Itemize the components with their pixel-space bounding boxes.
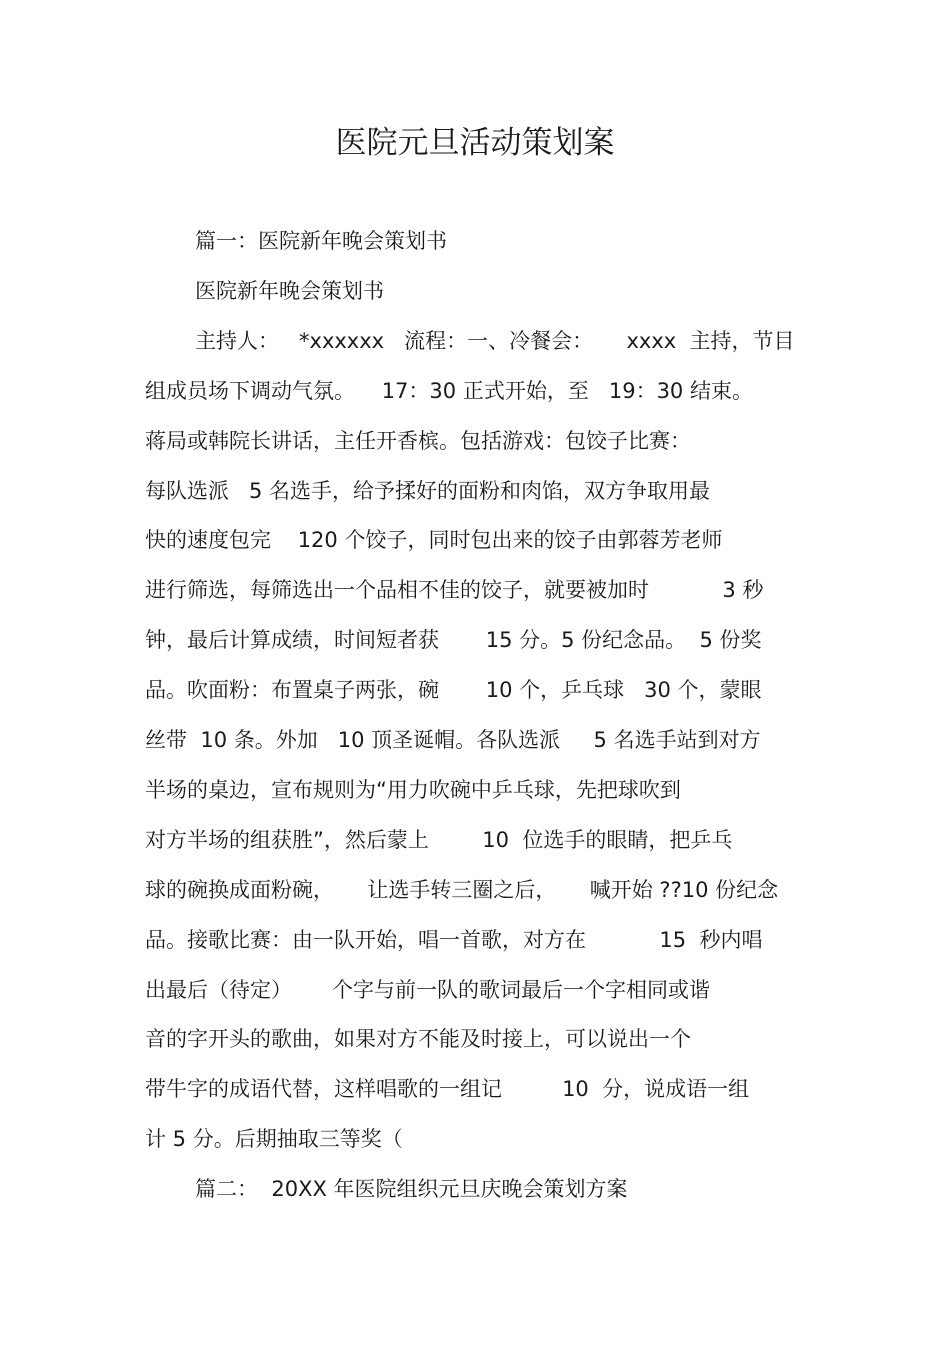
body-line: 丝带 10 条。外加 10 顶圣诞帽。各队选派 5 名选手站到对方 xyxy=(145,728,761,752)
body-line: 出最后（待定） 个字与前一队的歌词最后一个字相同或谐 xyxy=(145,978,711,1002)
body-line: 钟，最后计算成绩，时间短者获 15 分。5 份纪念品。 5 份奖 xyxy=(145,628,762,652)
body-line: 进行筛选，每筛选出一个品相不佳的饺子，就要被加时 3 秒 xyxy=(145,578,764,602)
section1-heading: 篇一：医院新年晚会策划书 xyxy=(195,229,447,253)
body-line: 每队选派 5 名选手，给予揉好的面粉和肉馅，双方争取用最 xyxy=(145,479,711,503)
body-line: 品。接歌比赛：由一队开始，唱一首歌，对方在 15 秒内唱 xyxy=(145,928,763,952)
document-title: 医院元旦活动策划案 xyxy=(335,125,615,161)
body-line: 半场的桌边，宣布规则为“用力吹碗中乒乓球，先把球吹到 xyxy=(145,778,681,802)
body-line: 主持人： *xxxxxx 流程：一、冷餐会： xxxx 主持，节目 xyxy=(195,329,795,353)
body-line: 组成员场下调动气氛。 17：30 正式开始，至 19：30 结束。 xyxy=(145,379,753,403)
body-line: 快的速度包完 120 个饺子，同时包出来的饺子由郭蓉芳老师 xyxy=(145,528,723,552)
body-line: 蒋局或韩院长讲话，主任开香槟。包括游戏：包饺子比赛： xyxy=(145,429,691,453)
body-line: 音的字开头的歌曲，如果对方不能及时接上，可以说出一个 xyxy=(145,1027,691,1051)
section1-subtitle: 医院新年晚会策划书 xyxy=(195,279,384,303)
body-line: 球的碗换成面粉碗， 让选手转三圈之后， 喊开始 ??10 份纪念 xyxy=(145,878,779,902)
body-line: 计 5 分。后期抽取三等奖（ xyxy=(145,1127,403,1151)
body-line: 带牛字的成语代替，这样唱歌的一组记 10 分，说成语一组 xyxy=(145,1077,750,1101)
body-line: 品。吹面粉：布置桌子两张，碗 10 个，乒乓球 30 个，蒙眼 xyxy=(145,678,762,702)
section2-heading: 篇二： 20XX 年医院组织元旦庆晚会策划方案 xyxy=(195,1177,628,1201)
body-line: 对方半场的组获胜”，然后蒙上 10 位选手的眼睛，把乒乓 xyxy=(145,828,733,852)
